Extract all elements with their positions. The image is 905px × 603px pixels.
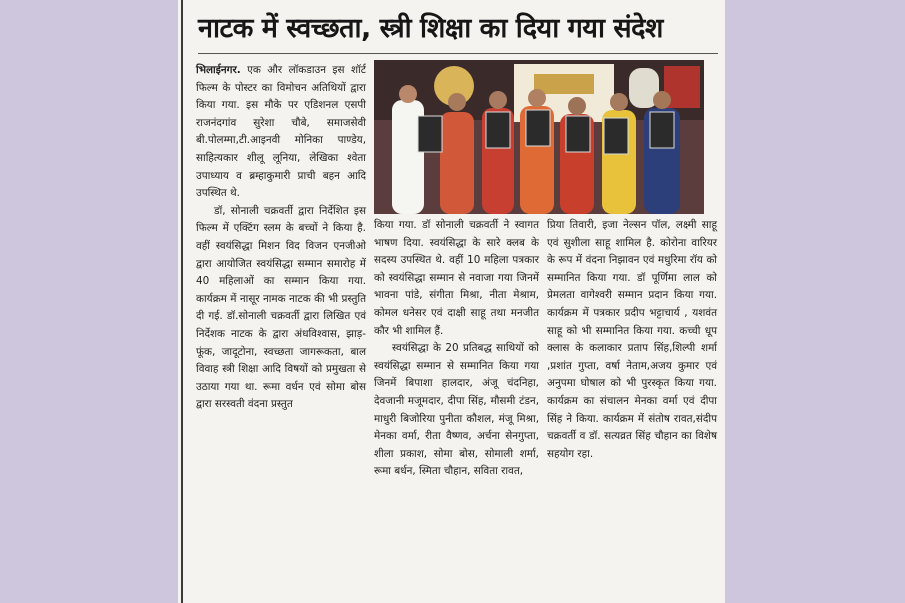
event-photo-illustration bbox=[374, 60, 704, 214]
dateline: भिलाईनगर. bbox=[196, 64, 241, 76]
article-column-3 bbox=[547, 217, 717, 602]
paragraph-text: एक और लॉकडाउन इस शॉर्ट फिल्म के पोस्टर का विमोचन अतिथियों द्वारा किया गया. इस मौके पर एडिशनल एसपी राजनंदगांव सुरेशा चौबे, समाजसेवी बी.पोलम्मा,टी.आइनवी मोनिका पाण्डेय, साहित्यकार शीलू लूनिया, लेखिका श्वेता उपाध्याय व ब्रम्हाकुमारी प्राची बहन आदि उपस्थित थे. bbox=[196, 64, 366, 200]
column-rule bbox=[181, 0, 183, 603]
paragraph: किया गया. डॉ सोनाली चक्रवर्ती ने स्वागत भाषण दिया. स्वयंसिद्धा के सारे क्लब के सदस्य उपस्थित थे. वहीं 10 महिला पत्रकार को स्वयंसिद्धा सम्मान से नवाजा गया जिनमें भावना पांडे, संगीता मिश्रा, नीता मेश्राम, कोमल धनेसर एवं दाक्षी साहू तथा मनजीत कौर भी शामिल हैं. bbox=[374, 219, 539, 337]
paragraph: प्रिया तिवारी, इजा नेल्सन पॉल, लक्ष्मी साहू एवं सुशीला साहू शामिल है. कोरोना वारियर के रूप में वंदना निझावन एवं मधुरिमा रॉय को सम्मानित किया गया. डॉ पूर्णिमा लाल को प्रेमलता वागेश्वरी सम्मान प्रदान किया गया. कार्यक्रम में पत्रकार प्रदीप भट्टाचार्य , यशवंत साहू को भी सम्मानित किया गया. कच्ची धूप क्लास के कलाकार प्रताप सिंह,शिल्पी शर्मा ,प्रशांत गुप्ता, वर्षा नेताम,अजय कुमार एवं अनुपमा घोषाल को भी पुरस्कृत किया गया. कार्यक्रम का संचालन मेनका वर्मा एवं दीपा सिंह ने किया. कार्यक्रम में संतोष रावत,संदीप चक्रवर्ती व डॉ. सत्यव्रत सिंह चौहान का विशेष सहयोग रहा. bbox=[547, 219, 717, 460]
event-photo bbox=[374, 60, 704, 214]
headline: नाटक में स्वच्छता, स्त्री शिक्षा का दिया गया संदेश bbox=[198, 13, 663, 44]
newspaper-clipping bbox=[178, 0, 725, 603]
headline-rule bbox=[198, 53, 718, 54]
paragraph: डॉ, सोनाली चक्रवर्ती द्वारा निर्देशित इस फिल्म में एक्टिंग स्लम के बच्चों ने किया है. वहीं स्वयंसिद्धा मिशन विद विजन एनजीओ द्वारा आयोजित स्वयंसिद्धा सम्मान समारोह में 40 महिलाओं का सम्मान किया गया. कार्यक्रम में नासूर नामक नाटक की भी प्रस्तुति दी गई. डॉ.सोनाली चक्रवर्ती द्वारा लिखित एवं निर्देशक नाटक के द्वारा अंधविश्वास, झाड़-फूंक, जादूटोना, स्वच्छता जागरूकता, बाल विवाह स्त्री शिक्षा आदि विषयों को प्रमुखता से उठाया गया था. रूमा वर्धन एवं सोमा बोस द्वारा सरस्वती वंदना प्रस्तुत bbox=[196, 204, 366, 411]
article-column-2 bbox=[374, 217, 539, 602]
article-column-1 bbox=[196, 62, 366, 602]
paragraph bbox=[196, 62, 366, 203]
paragraph: स्वयंसिद्धा के 20 प्रतिबद्ध साथियों को स्वयंसिद्धा सम्मान से सम्मानित किया गया जिनमें बिपाशा हालदार, अंजू चंदनिहा, देवजानी मजूमदार, दीपा सिंह, मौसमी टंडन, माधुरी बिजोरिया पुनीता कौशल, मंजू मिश्रा, मेनका वर्मा, रीता वैष्णव, अर्चना सेनगुप्ता, शीला प्रकाश, सोमा बोस, सोमाली शर्मा, रूमा बर्धन, स्मिता चौहान, सविता रावत, bbox=[374, 342, 539, 478]
